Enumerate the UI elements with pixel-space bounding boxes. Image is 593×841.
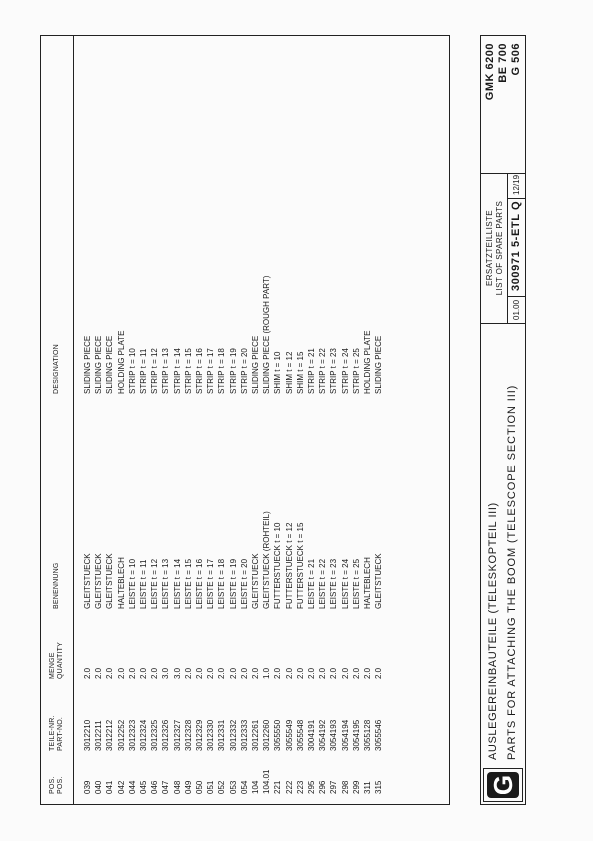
row-pos: 040 (94, 780, 104, 794)
group-number: G 506 (510, 43, 522, 76)
row-designation: STRIP t = 17 (206, 348, 216, 394)
row-pos: 046 (150, 780, 160, 794)
row-designation: STRIP t = 12 (150, 348, 160, 394)
table-row (284, 36, 295, 804)
header-divider (73, 36, 74, 804)
table-row (194, 36, 205, 804)
row-pos: 223 (295, 780, 305, 794)
row-designation: SHIM t = 15 (295, 351, 305, 394)
row-designation: STRIP t = 15 (183, 348, 193, 394)
parts-table (40, 35, 450, 805)
row-quantity: 2.0 (340, 667, 350, 679)
row-designation: STRIP t = 14 (172, 348, 182, 394)
row-designation: STRIP t = 25 (351, 348, 361, 394)
row-designation: STRIP t = 23 (329, 348, 339, 394)
row-quantity: 2.0 (295, 667, 305, 679)
row-pos: 049 (183, 780, 193, 794)
row-name-de: LEISTE t = 10 (127, 558, 137, 609)
row-part-no: 3012325 (150, 719, 160, 751)
row-designation: SLIDING PIECE (ROUGH PART) (262, 275, 272, 394)
row-designation: SLIDING PIECE (251, 335, 260, 394)
row-name-de: HALTEBLECH (116, 557, 126, 609)
row-designation: STRIP t = 24 (340, 348, 350, 394)
row-part-no: 3012331 (217, 719, 227, 751)
row-part-no: 3012324 (139, 719, 148, 751)
row-name-de: LEISTE t = 25 (351, 558, 361, 609)
table-row (127, 36, 138, 804)
title-block (480, 35, 526, 805)
row-part-no: 3012327 (172, 719, 182, 751)
header-name-en-text: DESIGNATION (53, 344, 60, 394)
table-row (340, 36, 351, 804)
row-name-de: LEISTE t = 13 (161, 558, 171, 609)
row-name-de: LEISTE t = 17 (206, 558, 216, 609)
header-pos-en: POS. (57, 776, 64, 794)
table-row (272, 36, 283, 804)
row-designation: STRIP t = 22 (318, 348, 328, 394)
row-quantity: 2.0 (183, 667, 193, 679)
row-pos: 315 (374, 780, 384, 794)
table-row (116, 36, 127, 804)
header-qty-en: QUANTITY (57, 642, 64, 679)
table-row (317, 36, 328, 804)
row-name-de: HALTEBLECH (363, 557, 372, 609)
row-part-no: 3004191 (307, 719, 316, 751)
column-header-pos (49, 776, 65, 794)
row-name-de: LEISTE t = 12 (150, 558, 160, 609)
column-header-name-de (53, 562, 61, 609)
column-header-part-no (49, 715, 65, 751)
row-designation: SLIDING PIECE (374, 335, 384, 394)
row-quantity: 2.0 (307, 667, 316, 679)
table-row (93, 36, 104, 804)
revision-number: 01.00 (512, 299, 521, 320)
row-designation: STRIP t = 10 (127, 348, 137, 394)
row-quantity: 2.0 (127, 667, 137, 679)
table-row (261, 36, 272, 804)
spare-parts-list-box (481, 173, 525, 324)
row-quantity: 2.0 (363, 667, 372, 679)
row-part-no: 3012329 (195, 719, 204, 751)
row-part-no: 3012252 (116, 719, 126, 751)
row-name-de: FUTTERSTUECK t = 12 (284, 522, 294, 609)
row-name-de: GLEITSTUECK (105, 553, 115, 609)
row-name-de: FUTTERSTUECK t = 15 (295, 522, 305, 609)
row-name-de: GLEITSTUECK (251, 553, 260, 609)
table-row (328, 36, 339, 804)
row-quantity: 2.0 (273, 667, 283, 679)
row-quantity: 2.0 (239, 667, 249, 679)
model-name: GMK 6200 (484, 43, 496, 101)
row-quantity: 2.0 (105, 667, 115, 679)
row-quantity: 2.0 (374, 667, 384, 679)
row-pos: 222 (284, 780, 294, 794)
table-row (172, 36, 183, 804)
document-title-de: AUSLEGEREINBAUTEILE (TELESKOPTEIL III) (487, 502, 499, 760)
row-name-de: LEISTE t = 11 (139, 559, 148, 609)
model-variant: BE 700 (497, 43, 509, 83)
row-pos: 221 (273, 780, 283, 794)
row-pos: 050 (195, 780, 204, 794)
table-row (228, 36, 239, 804)
row-pos: 297 (329, 780, 339, 794)
row-quantity: 2.0 (217, 667, 227, 679)
row-quantity: 2.0 (195, 667, 204, 679)
row-designation: STRIP t = 20 (239, 348, 249, 394)
row-part-no: 3055546 (374, 719, 384, 751)
table-row (82, 36, 93, 804)
company-logo (483, 768, 523, 802)
row-part-no: 3012211 (94, 720, 104, 751)
table-row (250, 36, 261, 804)
row-quantity: 2.0 (251, 667, 260, 679)
table-row (138, 36, 149, 804)
table-row (362, 36, 373, 804)
row-pos: 311 (363, 781, 372, 794)
row-quantity: 2.0 (318, 667, 328, 679)
row-designation: SLIDING PIECE (83, 335, 92, 394)
row-quantity: 3.0 (172, 667, 182, 679)
row-pos: 104.01 (262, 769, 272, 794)
row-name-de: LEISTE t = 21 (307, 558, 316, 609)
row-designation: STRIP t = 16 (195, 348, 204, 394)
row-pos: 296 (318, 780, 328, 794)
row-part-no: 3012328 (183, 719, 193, 751)
row-pos: 041 (105, 780, 115, 794)
row-name-de: GLEITSTUECK (94, 553, 104, 609)
table-row (306, 36, 317, 804)
row-quantity: 2.0 (284, 667, 294, 679)
row-part-no: 3054193 (329, 719, 339, 751)
header-name-de-text: BENENNUNG (53, 562, 60, 609)
date-divider (507, 198, 525, 199)
row-part-no: 3055548 (295, 719, 305, 751)
row-pos: 053 (228, 780, 238, 794)
row-quantity: 2.0 (94, 667, 104, 679)
row-name-de: LEISTE t = 22 (318, 558, 328, 609)
row-name-de: LEISTE t = 19 (228, 558, 238, 609)
row-name-de: GLEITSTUECK (374, 553, 384, 609)
row-designation: STRIP t = 13 (161, 348, 171, 394)
row-designation: STRIP t = 21 (307, 348, 316, 394)
row-quantity: 2.0 (351, 667, 361, 679)
table-row (373, 36, 384, 804)
model-info-box (481, 35, 525, 174)
row-name-de: LEISTE t = 16 (195, 558, 204, 609)
row-name-de: LEISTE t = 20 (239, 558, 249, 609)
row-part-no: 3055128 (363, 719, 372, 751)
row-quantity: 2.0 (228, 667, 238, 679)
row-name-de: LEISTE t = 14 (172, 558, 182, 609)
row-designation: SHIM t = 10 (273, 351, 283, 394)
table-row (295, 36, 306, 804)
row-name-de: FUTTERSTUECK t = 10 (273, 522, 283, 609)
table-row (239, 36, 250, 804)
list-title-en: LIST OF SPARE PARTS (495, 200, 504, 296)
row-name-de: GLEITSTUECK (83, 553, 92, 609)
row-part-no: 3055549 (284, 719, 294, 751)
column-header-designation (53, 344, 61, 394)
row-name-de: LEISTE t = 15 (183, 558, 193, 609)
row-part-no: 3054192 (318, 719, 328, 751)
row-quantity: 1.0 (262, 667, 272, 679)
row-part-no: 3054195 (351, 719, 361, 751)
row-part-no: 3055550 (273, 719, 283, 751)
row-designation: STRIP t = 18 (217, 348, 227, 394)
revision-divider (507, 296, 525, 297)
header-part-de: TEILE-NR. (49, 715, 56, 751)
row-pos: 039 (83, 780, 92, 794)
row-pos: 045 (139, 780, 148, 794)
row-part-no: 3054194 (340, 719, 350, 751)
row-designation: HOLDING PLATE (363, 330, 372, 394)
row-name-de: LEISTE t = 24 (340, 558, 350, 609)
row-quantity: 2.0 (150, 667, 160, 679)
list-box-divider (507, 173, 508, 323)
row-part-no: 3012260 (262, 719, 272, 751)
row-part-no: 3012323 (127, 719, 137, 751)
table-row (183, 36, 194, 804)
table-row (216, 36, 227, 804)
row-name-de: LEISTE t = 23 (329, 558, 339, 609)
row-quantity: 2.0 (206, 667, 216, 679)
table-row (149, 36, 160, 804)
row-designation: SLIDING PIECE (105, 335, 115, 394)
row-part-no: 3012332 (228, 719, 238, 751)
document-number: 300971 5-ETL Q (510, 200, 522, 291)
row-pos: 047 (161, 780, 171, 794)
header-part-en: PART-NO. (57, 716, 64, 751)
row-part-no: 3012210 (83, 719, 92, 751)
row-quantity: 2.0 (329, 667, 339, 679)
header-pos-de: POS. (49, 776, 56, 794)
row-quantity: 2.0 (116, 667, 126, 679)
row-part-no: 3012261 (251, 719, 260, 751)
table-row (104, 36, 115, 804)
row-pos: 042 (116, 780, 126, 794)
row-pos: 044 (127, 780, 137, 794)
row-quantity: 3.0 (161, 667, 171, 679)
row-designation: HOLDING PLATE (116, 330, 126, 394)
header-qty-de: MENGE (49, 652, 56, 679)
row-pos: 048 (172, 780, 182, 794)
row-name-de: GLEITSTUECK (ROHTEIL) (262, 511, 272, 609)
row-name-de: LEISTE t = 18 (217, 558, 227, 609)
row-part-no: 3012326 (161, 719, 171, 751)
list-title-de: ERSATZTEILLISTE (485, 209, 494, 287)
table-row (351, 36, 362, 804)
row-pos: 299 (351, 780, 361, 794)
row-part-no: 3012212 (105, 719, 115, 751)
row-pos: 295 (307, 780, 316, 794)
row-pos: 051 (206, 780, 216, 794)
row-pos: 054 (239, 780, 249, 794)
row-quantity: 2.0 (83, 667, 92, 679)
row-designation: SLIDING PIECE (94, 335, 104, 394)
table-row (205, 36, 216, 804)
row-pos: 052 (217, 780, 227, 794)
row-quantity: 2.0 (139, 667, 148, 679)
row-designation: STRIP t = 11 (139, 348, 148, 394)
logo-letter-mark: G (487, 772, 519, 798)
row-designation: STRIP t = 19 (228, 348, 238, 394)
document-date: 12/19 (512, 174, 521, 195)
row-part-no: 3012333 (239, 719, 249, 751)
document-title-en: PARTS FOR ATTACHING THE BOOM (TELESCOPE SECTION III) (506, 384, 518, 760)
row-part-no: 3012330 (206, 719, 216, 751)
row-pos: 298 (340, 780, 350, 794)
row-designation: SHIM t = 12 (284, 351, 294, 394)
parts-list-sheet (40, 35, 550, 805)
table-row (160, 36, 171, 804)
column-header-quantity (49, 642, 65, 679)
row-pos: 104 (251, 780, 260, 794)
